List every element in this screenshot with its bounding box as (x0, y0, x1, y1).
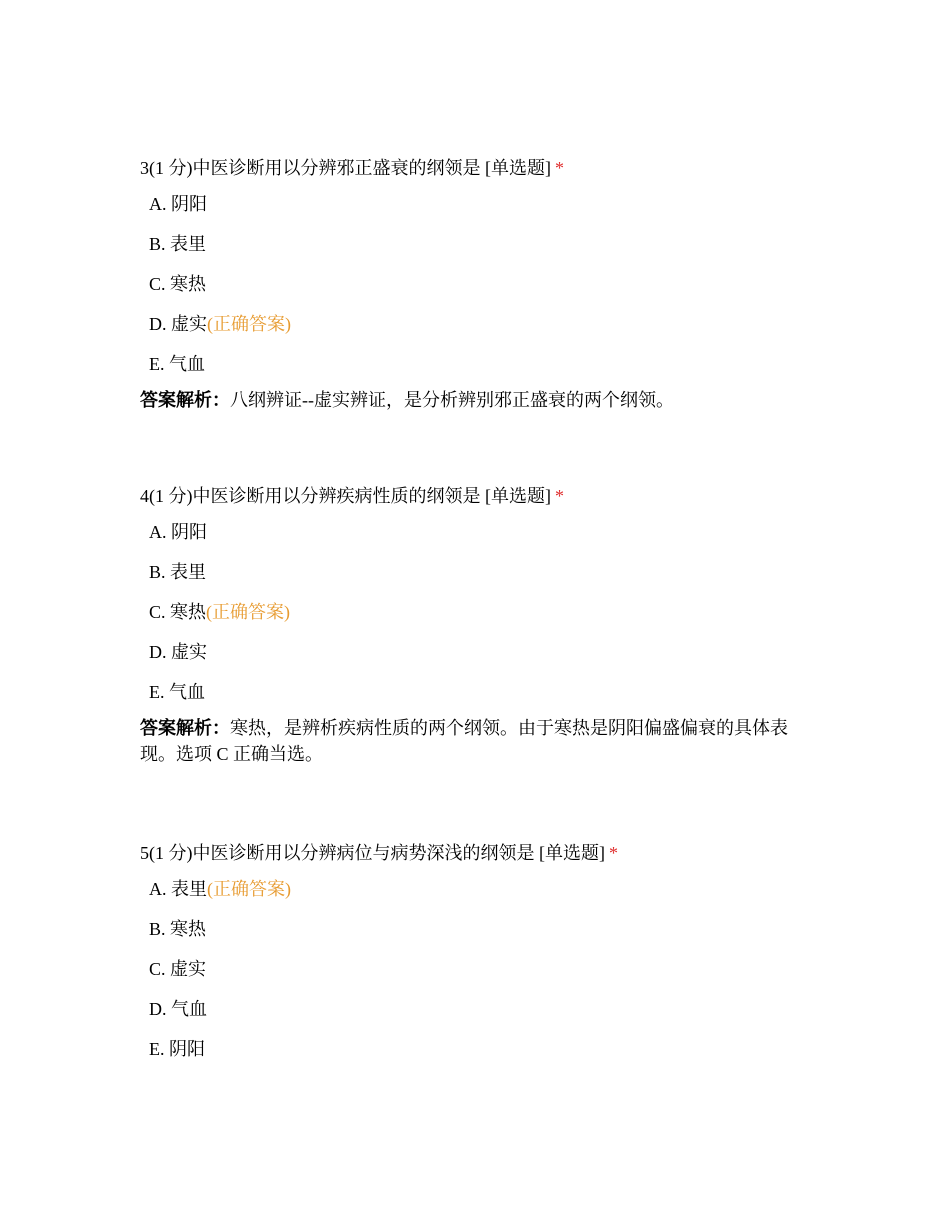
question-5 (140, 840, 820, 1062)
answer-analysis (140, 387, 820, 413)
answer-analysis (140, 715, 820, 767)
option-c[interactable]: C. 寒热 (149, 274, 207, 294)
option-e[interactable]: E. 气血 (149, 682, 205, 702)
spacer (140, 767, 820, 840)
option-e[interactable]: E. 气血 (149, 354, 205, 374)
question-4 (140, 483, 820, 767)
option-c[interactable]: C. 寒热(正确答案) (149, 602, 291, 622)
option-a[interactable]: A. 表里(正确答案) (149, 879, 291, 899)
correct-answer-tag: (正确答案) (207, 314, 291, 334)
option-d[interactable]: D. 虚实(正确答案) (149, 314, 291, 334)
option-e[interactable]: E. 阴阳 (149, 1039, 205, 1059)
option-d[interactable]: D. 虚实 (149, 642, 207, 662)
spacer (140, 413, 820, 483)
option-list (140, 191, 820, 377)
required-mark: * (608, 843, 618, 863)
option-b[interactable]: B. 表里 (149, 234, 207, 254)
quiz-page (140, 155, 820, 1072)
correct-answer-tag: (正确答案) (207, 879, 291, 899)
correct-answer-tag: (正确答案) (206, 602, 291, 622)
required-mark: * (554, 486, 564, 506)
analysis-text: 寒热，是辨析疾病性质的两个纲领。由于寒热是阴阳偏盛偏衰的具体表现。选项 C 正确当选。 (140, 718, 788, 764)
option-a[interactable]: A. 阴阳 (149, 194, 207, 214)
option-b[interactable]: B. 表里 (149, 562, 207, 582)
analysis-label: 答案解析： (140, 390, 230, 410)
analysis-text: 八纲辨证--虚实辨证，是分析辨别邪正盛衰的两个纲领。 (230, 390, 674, 410)
option-d[interactable]: D. 气血 (149, 999, 207, 1019)
option-list (140, 519, 820, 705)
option-b[interactable]: B. 寒热 (149, 919, 207, 939)
question-title: 5(1 分)中医诊断用以分辨病位与病势深浅的纲领是 [单选题] * (140, 843, 618, 863)
option-list (140, 876, 820, 1062)
analysis-label: 答案解析： (140, 718, 230, 738)
question-title: 3(1 分)中医诊断用以分辨邪正盛衰的纲领是 [单选题] * (140, 158, 564, 178)
question-title: 4(1 分)中医诊断用以分辨疾病性质的纲领是 [单选题] * (140, 486, 564, 506)
question-3 (140, 155, 820, 413)
option-c[interactable]: C. 虚实 (149, 959, 207, 979)
option-a[interactable]: A. 阴阳 (149, 522, 207, 542)
required-mark: * (554, 158, 564, 178)
